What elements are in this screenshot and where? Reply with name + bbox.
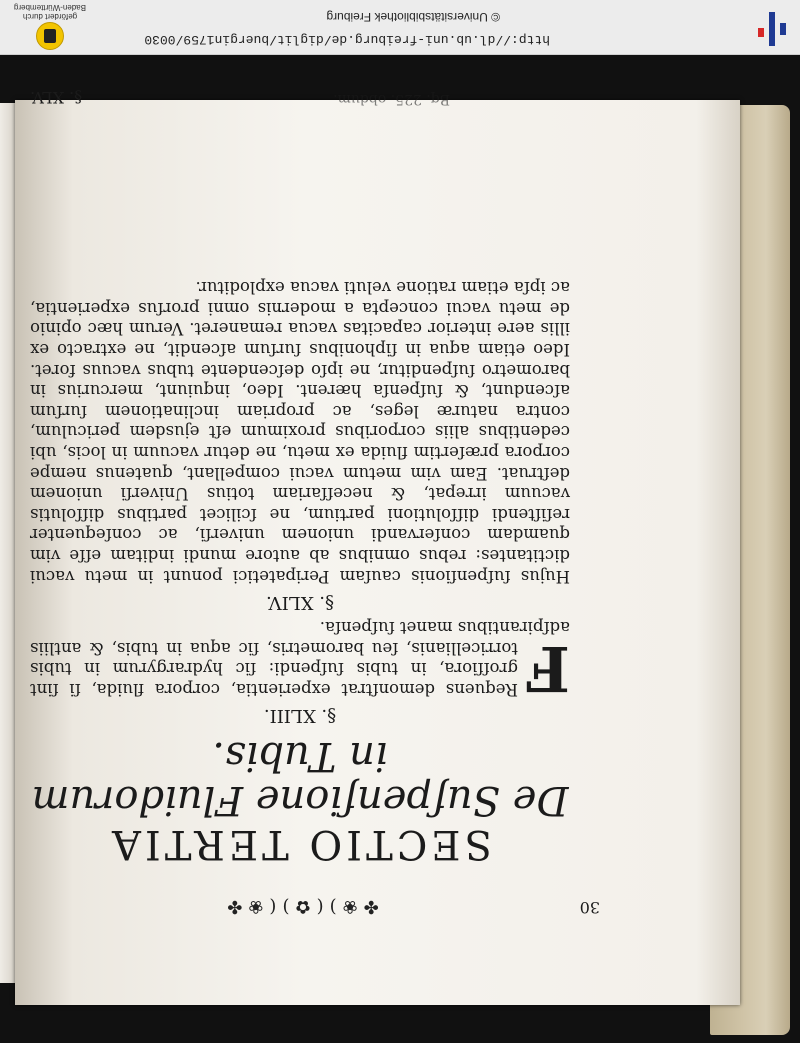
section-title: SECTIO TERTIA (108, 821, 492, 867)
funder-logo (8, 4, 92, 50)
paragraph-text (30, 617, 570, 705)
section-subtitle: De Suſpenſione Fluidorum (31, 777, 569, 823)
drop-cap: F (525, 632, 570, 705)
funder-line-2: Baden-Württemberg (13, 3, 87, 12)
catchword: §. XLV. (30, 88, 83, 107)
copyright-notice: © Universitätsbibliothek Freiburg (326, 10, 500, 24)
book-page (15, 88, 740, 1005)
coat-of-arms-icon (36, 22, 64, 50)
viewer-header (0, 0, 800, 55)
section-subtitle-2: in Tubis. (212, 733, 388, 779)
text-block (30, 88, 600, 917)
paragraph-body: Requens demonſtrat experientia, corpora fluida, ſi ſint groſſiora, in tubis ſuſpendi: ſic hydrargyrum in tubis torricellianis, ſeu barometris, ſic aqua in tubis, & antliis adſpirantibus manet ſuſpenſa. (30, 618, 570, 699)
ub-freiburg-logo-icon (752, 9, 792, 49)
paragraph-heading: §. XLIII. (263, 705, 337, 726)
funder-line-1: gefördert durch (22, 12, 78, 21)
book-scan (0, 54, 800, 1043)
ornament-band: ✤❀)(✿)(❀✤ (221, 896, 379, 917)
bleed-through-note: Bq. 225. obdum. (333, 91, 450, 107)
paragraph-text: Hujus ſuſpenſionis cauſam Peripatetici ponunt in metu vacui dictitantes: rebus omnibus ab autore mundi inditam eſſe vim quamdam conſervandi unionem univerſi, ac conſequenter reſiſtendi diſſolutioni partium, ne ſcilicet partibus diſſolutis vacuum irrepat, & neceſſariam totius Univerſi unionem deſtruat. Eam vim metum vacui compellant, quatenus nempe corpora præſertim fluida ex metu, ne detur vacuum in locis, ubi cedentibus aliis corporibus proximum eſt ejusdem periculum, contra naturæ leges, ac propriam inclinationem ſurſum aſcendunt, & ſuſpenſa hærent. Ideo, inquiunt, mercurius in barometro ſuſpenditur, ne ipſo deſcendente tubus vacuus foret. Ideo etiam aqua in ſiphonibus ſurſum aſcendit, ne extracto ex illis aere interior capacitas vacua remaneret. Verum hæc opinio de metu vacui concepta a modernis omni prorſus experientia, ac ipſa etiam ratione veluti vacua exploditur. (30, 278, 570, 586)
document-url[interactable]: http://dl.ub.uni-freiburg.de/diglit/buergin1759/0030 (144, 32, 550, 47)
paragraph-heading: §. XLIV. (266, 591, 334, 613)
page-number: 30 (579, 898, 600, 917)
